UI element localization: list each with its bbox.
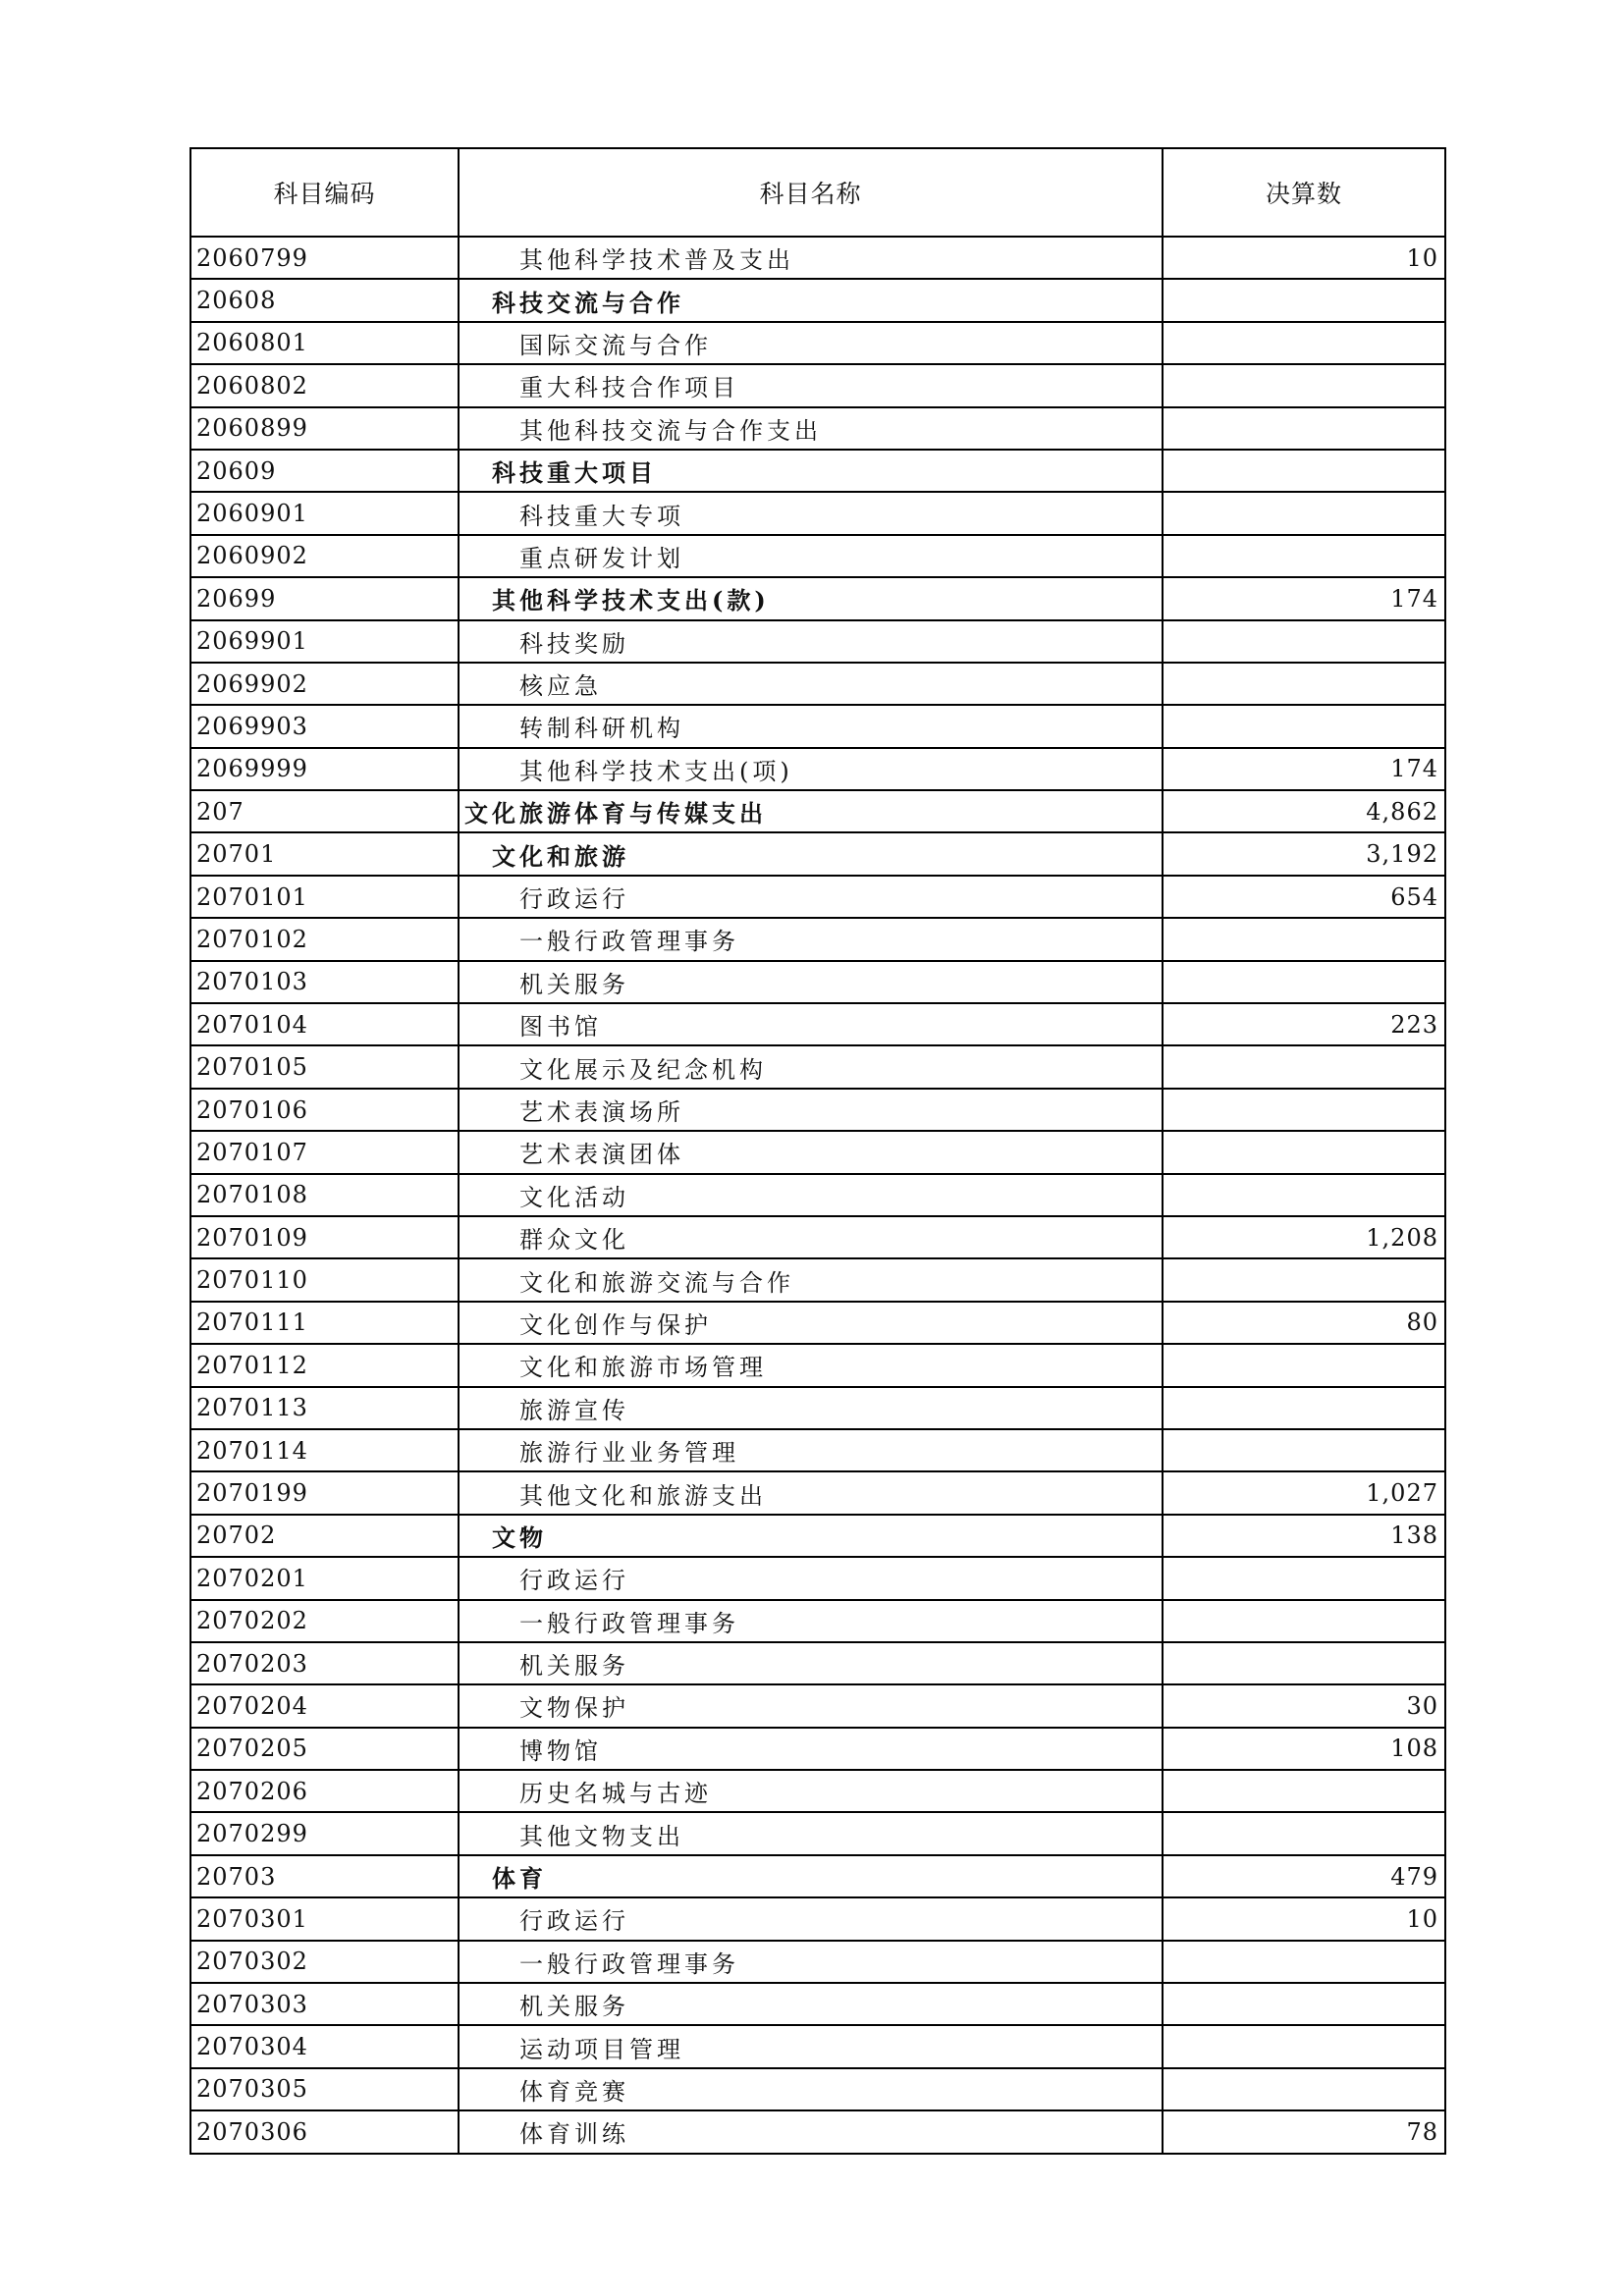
row-amount-cell: 223 — [1163, 1003, 1445, 1045]
row-code-cell: 2069903 — [190, 705, 459, 747]
row-name-cell: 文化和旅游交流与合作 — [459, 1258, 1163, 1301]
row-name-cell: 科技交流与合作 — [459, 279, 1163, 321]
row-code-cell: 20609 — [190, 450, 459, 492]
row-amount-cell — [1163, 1941, 1445, 1983]
table-row — [190, 876, 1445, 918]
table-row — [190, 1557, 1445, 1599]
header-amount: 决算数 — [1163, 148, 1445, 237]
row-name-cell: 旅游宣传 — [459, 1387, 1163, 1429]
row-name-cell: 艺术表演团体 — [459, 1131, 1163, 1173]
row-code-cell: 2070114 — [190, 1429, 459, 1471]
row-name-cell: 科技奖励 — [459, 620, 1163, 663]
table-row — [190, 1387, 1445, 1429]
table-row — [190, 1045, 1445, 1088]
table-row — [190, 535, 1445, 577]
table-row — [190, 1302, 1445, 1344]
row-code-cell: 2060802 — [190, 364, 459, 406]
table-row — [190, 832, 1445, 875]
row-amount-cell: 4,862 — [1163, 790, 1445, 832]
row-name-cell: 重大科技合作项目 — [459, 364, 1163, 406]
row-code-cell: 2070204 — [190, 1684, 459, 1727]
row-amount-cell — [1163, 2068, 1445, 2110]
row-amount-cell — [1163, 620, 1445, 663]
row-amount-cell: 174 — [1163, 577, 1445, 619]
row-amount-cell: 10 — [1163, 237, 1445, 279]
table-row — [190, 790, 1445, 832]
row-code-cell: 2070301 — [190, 1897, 459, 1940]
table-row — [190, 620, 1445, 663]
row-amount-cell — [1163, 1812, 1445, 1854]
row-code-cell: 2060799 — [190, 237, 459, 279]
table-row — [190, 1728, 1445, 1770]
row-amount-cell: 1,208 — [1163, 1216, 1445, 1258]
row-name-cell: 体育训练 — [459, 2110, 1163, 2153]
row-amount-cell — [1163, 1131, 1445, 1173]
table-row — [190, 961, 1445, 1003]
row-amount-cell: 479 — [1163, 1855, 1445, 1897]
row-name-cell: 其他科技交流与合作支出 — [459, 407, 1163, 450]
row-code-cell: 20702 — [190, 1515, 459, 1557]
table-row — [190, 1471, 1445, 1514]
row-code-cell: 2070104 — [190, 1003, 459, 1045]
row-name-cell: 其他文物支出 — [459, 1812, 1163, 1854]
row-code-cell: 2070302 — [190, 1941, 459, 1983]
row-amount-cell — [1163, 1174, 1445, 1216]
row-name-cell: 文化展示及纪念机构 — [459, 1045, 1163, 1088]
row-code-cell: 2070108 — [190, 1174, 459, 1216]
table-header — [190, 148, 1445, 237]
row-amount-cell: 78 — [1163, 2110, 1445, 2153]
row-code-cell: 2060801 — [190, 322, 459, 364]
table-row — [190, 1003, 1445, 1045]
row-code-cell: 2070201 — [190, 1557, 459, 1599]
table-body — [190, 237, 1445, 2154]
table-row — [190, 1515, 1445, 1557]
row-name-cell: 图书馆 — [459, 1003, 1163, 1045]
row-code-cell: 20703 — [190, 1855, 459, 1897]
row-code-cell: 2070111 — [190, 1302, 459, 1344]
table-row — [190, 748, 1445, 790]
table-row — [190, 1812, 1445, 1854]
row-code-cell: 207 — [190, 790, 459, 832]
budget-table — [189, 147, 1446, 2155]
table-row — [190, 1941, 1445, 1983]
row-name-cell: 艺术表演场所 — [459, 1089, 1163, 1131]
row-name-cell: 一般行政管理事务 — [459, 918, 1163, 960]
row-code-cell: 2070203 — [190, 1642, 459, 1684]
row-name-cell: 重点研发计划 — [459, 535, 1163, 577]
row-code-cell: 2070199 — [190, 1471, 459, 1514]
row-code-cell: 2070306 — [190, 2110, 459, 2153]
row-amount-cell — [1163, 1600, 1445, 1642]
row-name-cell: 群众文化 — [459, 1216, 1163, 1258]
table-row — [190, 663, 1445, 705]
row-code-cell: 2070101 — [190, 876, 459, 918]
row-name-cell: 国际交流与合作 — [459, 322, 1163, 364]
row-amount-cell — [1163, 364, 1445, 406]
row-amount-cell — [1163, 705, 1445, 747]
table-row — [190, 2110, 1445, 2153]
table-row — [190, 1684, 1445, 1727]
row-amount-cell — [1163, 1429, 1445, 1471]
header-row — [190, 148, 1445, 237]
row-name-cell: 文化活动 — [459, 1174, 1163, 1216]
table-row — [190, 577, 1445, 619]
header-code: 科目编码 — [190, 148, 459, 237]
row-name-cell: 文化和旅游市场管理 — [459, 1344, 1163, 1386]
row-amount-cell: 108 — [1163, 1728, 1445, 1770]
table-row — [190, 279, 1445, 321]
row-amount-cell — [1163, 1045, 1445, 1088]
row-code-cell: 2060901 — [190, 492, 459, 534]
row-amount-cell — [1163, 1642, 1445, 1684]
row-amount-cell — [1163, 1983, 1445, 2025]
row-amount-cell — [1163, 279, 1445, 321]
row-code-cell: 2070113 — [190, 1387, 459, 1429]
row-name-cell: 科技重大专项 — [459, 492, 1163, 534]
row-name-cell: 旅游行业业务管理 — [459, 1429, 1163, 1471]
table-row — [190, 1770, 1445, 1812]
row-code-cell: 2070304 — [190, 2025, 459, 2067]
row-name-cell: 其他科学技术支出(款) — [459, 577, 1163, 619]
table-row — [190, 1089, 1445, 1131]
row-amount-cell — [1163, 450, 1445, 492]
row-code-cell: 2070305 — [190, 2068, 459, 2110]
row-name-cell: 机关服务 — [459, 1983, 1163, 2025]
row-amount-cell — [1163, 1770, 1445, 1812]
row-amount-cell — [1163, 322, 1445, 364]
row-amount-cell: 30 — [1163, 1684, 1445, 1727]
row-name-cell: 历史名城与古迹 — [459, 1770, 1163, 1812]
row-amount-cell — [1163, 1557, 1445, 1599]
row-name-cell: 博物馆 — [459, 1728, 1163, 1770]
table-row — [190, 1258, 1445, 1301]
row-code-cell: 20608 — [190, 279, 459, 321]
row-code-cell: 2070105 — [190, 1045, 459, 1088]
row-amount-cell: 138 — [1163, 1515, 1445, 1557]
header-name: 科目名称 — [459, 148, 1163, 237]
row-code-cell: 2070106 — [190, 1089, 459, 1131]
row-name-cell: 其他科学技术支出(项) — [459, 748, 1163, 790]
row-name-cell: 文化创作与保护 — [459, 1302, 1163, 1344]
row-name-cell: 体育竞赛 — [459, 2068, 1163, 2110]
row-code-cell: 2069999 — [190, 748, 459, 790]
table-row — [190, 492, 1445, 534]
row-amount-cell — [1163, 492, 1445, 534]
table-row — [190, 1600, 1445, 1642]
row-code-cell: 2070202 — [190, 1600, 459, 1642]
row-code-cell: 20701 — [190, 832, 459, 875]
row-name-cell: 科技重大项目 — [459, 450, 1163, 492]
row-amount-cell — [1163, 407, 1445, 450]
table-row — [190, 364, 1445, 406]
row-amount-cell — [1163, 663, 1445, 705]
table-row — [190, 2068, 1445, 2110]
row-name-cell: 行政运行 — [459, 1897, 1163, 1940]
row-name-cell: 一般行政管理事务 — [459, 1941, 1163, 1983]
row-code-cell: 2070109 — [190, 1216, 459, 1258]
row-amount-cell — [1163, 1258, 1445, 1301]
table-row — [190, 1174, 1445, 1216]
row-code-cell: 2070299 — [190, 1812, 459, 1854]
row-code-cell: 2070110 — [190, 1258, 459, 1301]
row-amount-cell — [1163, 1089, 1445, 1131]
table-row — [190, 2025, 1445, 2067]
row-name-cell: 转制科研机构 — [459, 705, 1163, 747]
row-name-cell: 其他科学技术普及支出 — [459, 237, 1163, 279]
row-amount-cell — [1163, 1344, 1445, 1386]
table-row — [190, 1983, 1445, 2025]
row-name-cell: 其他文化和旅游支出 — [459, 1471, 1163, 1514]
row-name-cell: 体育 — [459, 1855, 1163, 1897]
row-code-cell: 2069901 — [190, 620, 459, 663]
row-name-cell: 文物 — [459, 1515, 1163, 1557]
row-name-cell: 文化和旅游 — [459, 832, 1163, 875]
table-row — [190, 322, 1445, 364]
row-code-cell: 2070102 — [190, 918, 459, 960]
table-row — [190, 1855, 1445, 1897]
row-name-cell: 机关服务 — [459, 1642, 1163, 1684]
row-amount-cell: 654 — [1163, 876, 1445, 918]
row-name-cell: 机关服务 — [459, 961, 1163, 1003]
row-name-cell: 运动项目管理 — [459, 2025, 1163, 2067]
row-name-cell: 核应急 — [459, 663, 1163, 705]
table-row — [190, 450, 1445, 492]
row-code-cell: 2060902 — [190, 535, 459, 577]
row-code-cell: 20699 — [190, 577, 459, 619]
table-row — [190, 1344, 1445, 1386]
table-row — [190, 1642, 1445, 1684]
table-row — [190, 237, 1445, 279]
table-row — [190, 918, 1445, 960]
row-amount-cell — [1163, 2025, 1445, 2067]
row-name-cell: 行政运行 — [459, 1557, 1163, 1599]
row-name-cell: 文化旅游体育与传媒支出 — [459, 790, 1163, 832]
row-code-cell: 2070107 — [190, 1131, 459, 1173]
row-code-cell: 2070103 — [190, 961, 459, 1003]
row-name-cell: 行政运行 — [459, 876, 1163, 918]
row-code-cell: 2069902 — [190, 663, 459, 705]
table-row — [190, 1216, 1445, 1258]
table-row — [190, 1429, 1445, 1471]
table-row — [190, 407, 1445, 450]
table-row — [190, 1897, 1445, 1940]
row-amount-cell: 1,027 — [1163, 1471, 1445, 1514]
row-amount-cell — [1163, 961, 1445, 1003]
table-row — [190, 705, 1445, 747]
row-code-cell: 2060899 — [190, 407, 459, 450]
row-amount-cell: 3,192 — [1163, 832, 1445, 875]
table-row — [190, 1131, 1445, 1173]
row-name-cell: 文物保护 — [459, 1684, 1163, 1727]
row-amount-cell: 80 — [1163, 1302, 1445, 1344]
row-name-cell: 一般行政管理事务 — [459, 1600, 1163, 1642]
row-amount-cell: 174 — [1163, 748, 1445, 790]
row-amount-cell — [1163, 1387, 1445, 1429]
row-code-cell: 2070206 — [190, 1770, 459, 1812]
row-code-cell: 2070303 — [190, 1983, 459, 2025]
row-code-cell: 2070112 — [190, 1344, 459, 1386]
row-amount-cell: 10 — [1163, 1897, 1445, 1940]
row-amount-cell — [1163, 535, 1445, 577]
row-code-cell: 2070205 — [190, 1728, 459, 1770]
row-amount-cell — [1163, 918, 1445, 960]
